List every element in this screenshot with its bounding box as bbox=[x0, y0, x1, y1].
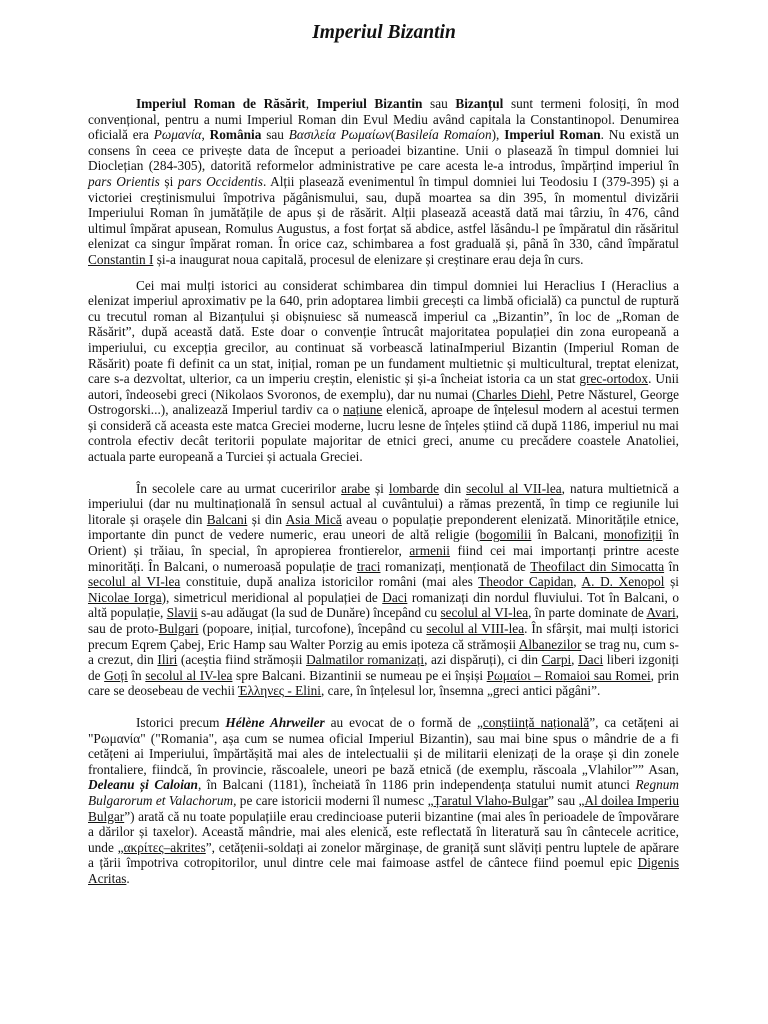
emphasis-text: Imperiul Roman de Răsărit bbox=[136, 96, 306, 111]
body-text: . În sfârșit, mai mulți istorici precum Eqrem Çabej, Eric Hamp sau Walter Porzig au emis ipoteza că strămoșii bbox=[88, 621, 679, 652]
article-link[interactable]: secolul al VI-lea bbox=[440, 605, 529, 621]
article-link[interactable]: Constantin I bbox=[88, 251, 154, 267]
body-text: ”) arată că nu toate populațiile erau credincioase puterii bizantine (mai ales în perioadele de împovărare a dărilor și taxelor). Această mândrie, mai ales elenică, este reflectată în literatură sau în cântecele acritice, unde „ bbox=[88, 808, 679, 855]
body-text: din bbox=[439, 480, 467, 496]
emphasis-text: Hélène Ahrweiler bbox=[225, 714, 325, 730]
body-text: și bbox=[664, 574, 679, 590]
body-text: , bbox=[571, 652, 579, 668]
emphasis-text: Imperiul Bizantin bbox=[316, 96, 423, 111]
body-text: . bbox=[126, 870, 130, 886]
body-text: elenică, aproape de înțelesul modern al acestui termen și consideră că aceasta este matca Greciei moderne, lucru lesne de înțeles știind că după 1186, imperiul nu mai controla efectiv decât teritorii populate majoritar de etnici greci, anume cu precădere coastele Anatoliei, actuala parte europeană a Turciei și actuala Greciei. bbox=[88, 402, 679, 465]
article-link[interactable]: Asia Mică bbox=[285, 511, 342, 527]
paragraph bbox=[88, 715, 679, 887]
body-text: în Orient) și trăiau, în special, în apropierea frontierelor, bbox=[88, 527, 680, 559]
body-text: , care, în înțelesul lor, însemna „greci antici păgâni”. bbox=[321, 683, 601, 699]
article-link[interactable]: Bulgari bbox=[158, 621, 199, 636]
article-link[interactable]: A. D. Xenopol bbox=[581, 574, 665, 590]
article-link[interactable]: ακρίτες–akrites bbox=[123, 839, 206, 855]
paragraph bbox=[88, 96, 679, 268]
body-text: pars Occidentis bbox=[177, 173, 263, 189]
body-text: , în parte dominate de bbox=[528, 605, 647, 621]
body-text: în bbox=[664, 558, 679, 574]
article-link[interactable]: grec-ortodox bbox=[579, 371, 649, 387]
body-text: romanizați din nordul fluviului. Tot în Balcani, o altă populație, bbox=[88, 589, 679, 621]
body-text: aveau o populație preponderent elenizată. Minoritățile etnice, importante din punct de vedere numeric, erau uneori de altă religie ( bbox=[88, 511, 679, 543]
article-link[interactable]: Avari bbox=[646, 605, 676, 621]
body-text: ”, cetățenii-soldați ai zonelor mărginașe, de graniță sunt slăviți pentru luptele de apărare a țării împotriva cotropitorilor, unul dintre cele mai faimoase astfel de cântece fiind poemul epic bbox=[88, 839, 679, 871]
body-text: (aceștia fiind strămoșii bbox=[177, 652, 307, 668]
article-link[interactable]: armenii bbox=[409, 543, 451, 559]
article-link[interactable]: Balcani bbox=[206, 511, 248, 527]
body-text: , bbox=[201, 127, 210, 143]
article-link[interactable]: Țaratul Vlaho-Bulgar bbox=[433, 792, 549, 808]
article-link[interactable]: secolul al IV-lea bbox=[145, 667, 233, 683]
body-text: au evocat de o formă de „ bbox=[324, 714, 483, 730]
article-link[interactable]: secolul al VI-lea bbox=[88, 574, 181, 590]
article-link[interactable]: arabe bbox=[341, 480, 370, 496]
body-text: ), bbox=[491, 127, 505, 143]
article-link[interactable]: Theodor Capidan bbox=[478, 574, 574, 590]
article-link[interactable]: lombarde bbox=[388, 480, 440, 496]
article-link[interactable]: bogomilii bbox=[479, 527, 532, 543]
article-link[interactable]: națiune bbox=[343, 402, 383, 418]
body-text: . Nu există un consens în ceea ce privește data de început a perioadei bizantine. Unii o plasează în timpul domniei lui Dioclețian (284-305), datorită reformelor administrative pe care acesta le-a introdus, împărțind imperiul în bbox=[88, 127, 679, 174]
body-text: (popoare, inițial, turcofone), începând cu bbox=[198, 621, 427, 636]
body-text: ( bbox=[390, 127, 396, 143]
article-link[interactable]: traci bbox=[356, 558, 381, 574]
body-text: romanizați, menționată de bbox=[380, 558, 531, 574]
body-text: , Petre Năsturel, George Ostrogorski...), analizează Imperiul tardiv ca o bbox=[88, 386, 679, 418]
body-text: Ρωμανία bbox=[153, 127, 202, 143]
body-text: în Balcani, bbox=[531, 527, 604, 543]
body-text: , natura multietnică a imperiului (dar nu multinațională în sensul actual al cuvântului) a rămas prezentă, în timp ce regiunile lui litorale și orașele din bbox=[88, 480, 679, 527]
body-text: , bbox=[305, 96, 317, 111]
body-text: fiind cei mai importanți printre aceste minorități. În Balcani, o numeroasă populație de bbox=[88, 543, 679, 574]
article-link[interactable]: Theofilact din Simocatta bbox=[530, 558, 665, 574]
article-body bbox=[88, 96, 679, 887]
article-link[interactable]: Nicolae Iorga bbox=[88, 589, 162, 605]
article-link[interactable]: Slavii bbox=[166, 605, 198, 621]
article-link[interactable]: Goți bbox=[104, 667, 128, 683]
article-link[interactable]: Daci bbox=[382, 589, 408, 605]
body-text: s-au adăugat (la sud de Dunăre) începând cu bbox=[197, 605, 441, 621]
body-text: spre Balcani. Bizantinii se numeau pe ei înșiși bbox=[232, 667, 487, 683]
body-text: Regnum Bulgarorum et Valachorum bbox=[88, 777, 680, 808]
body-text: Istorici precum bbox=[136, 714, 226, 730]
article-link[interactable]: Έλληνες - Elini bbox=[238, 683, 321, 699]
body-text: ”, ca cetățeni ai "Ρωμανία" ("Romania", așa cum se numea oficial Imperiul Bizantin), sau mai bine spus o mândrie de a fi cetățeni ai Imperiului, împărtășită mai ales de intelectualii și de militarii elenizați de la orașe și din zonele frontaliere, fiindcă, în provincie, răscoalele, uneori pe bază etnică (de exemplu, răscoala „Vlahilor”” Asan, bbox=[88, 714, 679, 777]
emphasis-text: Deleanu și Caloian bbox=[88, 777, 198, 793]
body-text: , prin care se deosebeau de vechii bbox=[88, 667, 679, 699]
body-text: . Alții plasează evenimentul în timpul domniei lui Teodosiu I (379-395) și a victoriei creștinismului împotriva păgânismului, sau, după moartea sa din 395, în momentul divizării Imperiului Roman în jumătățile de apus și de răsărit. Alții plasează această dată mai târziu, în 476, când ultimul împărat apusean, Romulus Augustus, a fost forțat să abdice, astfel lăsându-l pe împăratul din răsăritul elenizat ca singur împărat roman. În orice caz, schimbarea a fost graduală și, până în 330, când împăratul bbox=[88, 173, 679, 252]
body-text: În secolele care au urmat cuceririlor bbox=[136, 480, 342, 496]
body-text: . Unii autori, îndeosebi greci (Nikolaos Svoronos, de exemplu), dar nu numai ( bbox=[88, 371, 679, 402]
body-text: , sau de proto- bbox=[88, 605, 679, 636]
article-link[interactable]: secolul al VIII-lea bbox=[426, 621, 525, 636]
body-text: ” sau „ bbox=[548, 792, 585, 808]
article-link[interactable]: Digenis Acritas bbox=[88, 855, 679, 886]
body-text: liberi izgoniți de bbox=[88, 652, 679, 683]
body-text: , pe care istoricii moderni îl numesc „ bbox=[233, 792, 434, 808]
article-link[interactable]: conștiință națională bbox=[482, 714, 590, 730]
body-text: și bbox=[159, 173, 178, 189]
article-link[interactable]: Carpi bbox=[541, 652, 572, 668]
article-link[interactable]: Dalmatilor romanizați bbox=[306, 652, 425, 668]
article-link[interactable]: Iliri bbox=[157, 652, 178, 668]
article-link[interactable]: Ρωμαίοι – Romaioi sau Romei bbox=[486, 667, 651, 683]
paragraph bbox=[88, 481, 679, 699]
body-text: și din bbox=[247, 511, 286, 527]
body-text: și-a inaugurat noua capitală, procesul de elenizare și creștinare erau deja în curs. bbox=[153, 251, 584, 267]
body-text: sau bbox=[261, 127, 289, 143]
article-link[interactable]: Charles Diehl bbox=[476, 386, 551, 402]
article-link[interactable]: monofiziții bbox=[603, 527, 663, 543]
article-link[interactable]: secolul al VII-lea bbox=[466, 480, 562, 496]
body-text: constituie, după analiza istoricilor români (mai ales bbox=[180, 574, 479, 590]
body-text: Βασιλεία Ρωμαίων bbox=[288, 127, 391, 143]
body-text: și bbox=[369, 480, 389, 496]
body-text: , în Balcani (1181), încheiată în 1186 prin independența statului numit atunci bbox=[197, 777, 636, 793]
page-title: Imperiul Bizantin bbox=[312, 22, 456, 43]
emphasis-text: România bbox=[209, 127, 262, 143]
emphasis-text: Bizanțul bbox=[455, 96, 504, 111]
body-text: se trag nu, cum s-a crezut, din bbox=[88, 636, 679, 668]
emphasis-text: Imperiul Roman bbox=[504, 127, 601, 143]
body-text: Cei mai mulți istorici au considerat schimbarea din timpul domniei lui Heraclius I (Heraclius a elenizat imperiul aproximativ pe la 640, prin adoptarea limbii grecești ca limbă oficială) ca punctul de ruptură cu trecutul roman al Bizanțului și obișnuiesc să numească imperiul ca „Bizantin”, în loc de „Roman de Răsărit”, după această dată. Este doar o convenție întrucât majoritatea populației din zona europeană a imperiului, cu excepția grecilor, au continuat să vorbească latinaImperiul Bizantin (Imperiul Roman de Răsărit) poate fi definit ca un stat, inițial, roman pe un fundament multietnic și multicultural, treptat elenizat, care s-a dezvoltat, ulterior, ca un imperiu creștin, elenistic și și-a încheiat istoria ca un stat bbox=[88, 277, 679, 387]
body-text: în bbox=[127, 667, 146, 683]
body-text: Basileía Romaíon bbox=[395, 127, 492, 143]
body-text: pars Orientis bbox=[88, 173, 160, 189]
article-link[interactable]: Daci bbox=[578, 652, 604, 668]
article-link[interactable]: Al doilea Imperiu Bulgar bbox=[88, 792, 680, 824]
body-text: sunt termeni folosiți, în mod convențional, pentru a numi Imperiul Roman din Evul Mediu având capitala la Constantinopol. Denumirea oficială era bbox=[88, 96, 679, 143]
paragraph bbox=[88, 278, 679, 465]
body-text: , bbox=[573, 574, 582, 590]
body-text: sau bbox=[422, 96, 456, 111]
body-text: , azi dispăruți), ci din bbox=[424, 652, 542, 668]
article-link[interactable]: Albanezilor bbox=[518, 636, 582, 652]
body-text: ), simetricul meridional al populației de bbox=[161, 589, 383, 605]
